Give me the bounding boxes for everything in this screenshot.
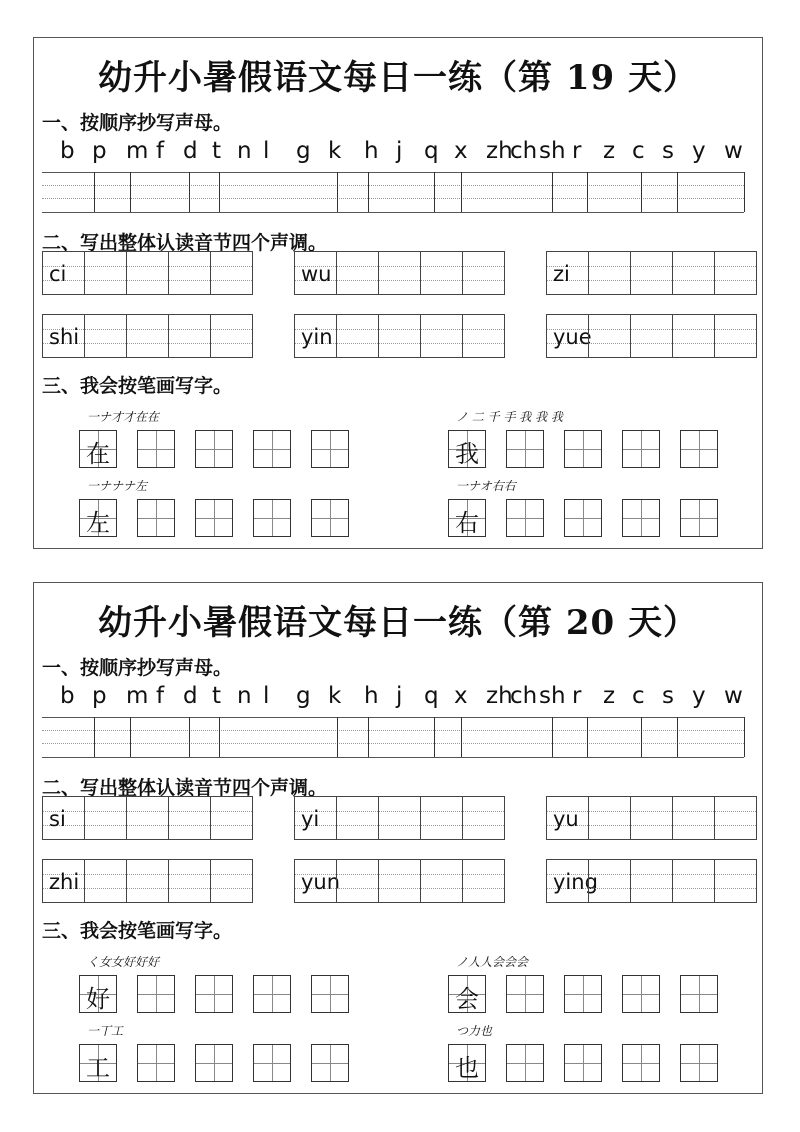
syllable-example-cell: [294, 796, 337, 840]
character-writing-box[interactable]: [195, 1044, 233, 1082]
initial-f: f: [156, 683, 165, 709]
syllable-writing-cell[interactable]: [336, 796, 379, 840]
initial-zh: zh: [486, 138, 513, 164]
syllable-writing-cell[interactable]: [210, 251, 253, 295]
syllable-label: yin: [301, 325, 333, 349]
guide-line: [42, 730, 744, 731]
divider-line: [677, 717, 678, 757]
character-writing-box[interactable]: [137, 499, 175, 537]
initial-m: m: [126, 683, 149, 709]
divider-line: [677, 172, 678, 212]
character-writing-box[interactable]: [564, 975, 602, 1013]
initial-p: p: [92, 138, 107, 164]
section-1-heading: 一、按顺序抄写声母。: [42, 112, 233, 134]
initial-h: h: [364, 138, 379, 164]
syllable-example-cell: [42, 796, 85, 840]
character-writing-box[interactable]: [564, 1044, 602, 1082]
syllable-writing-cell[interactable]: [168, 796, 211, 840]
character-model-box: [448, 975, 486, 1013]
model-character: 右: [455, 509, 479, 537]
initial-z: z: [603, 138, 616, 164]
syllable-example-cell: [294, 251, 337, 295]
divider-line: [744, 172, 745, 212]
syllable-writing-cell[interactable]: [168, 859, 211, 903]
divider-line: [368, 172, 369, 212]
character-writing-box[interactable]: [253, 975, 291, 1013]
syllable-label: yi: [301, 807, 320, 831]
divider-line: [587, 172, 588, 212]
syllable-writing-cell[interactable]: [378, 251, 421, 295]
initials-row: [54, 138, 744, 166]
divider-line: [94, 172, 95, 212]
divider-line: [461, 172, 462, 212]
syllable-writing-cell[interactable]: [672, 859, 715, 903]
guide-line: [42, 185, 744, 186]
character-model-box: [448, 1044, 486, 1082]
character-writing-box[interactable]: [195, 430, 233, 468]
divider-line: [189, 172, 190, 212]
syllable-writing-cell[interactable]: [462, 314, 505, 358]
initial-q: q: [424, 138, 439, 164]
syllable-writing-cell[interactable]: [630, 796, 673, 840]
syllable-example-cell: [546, 859, 598, 903]
character-writing-box[interactable]: [622, 1044, 660, 1082]
syllable-writing-cell[interactable]: [378, 314, 421, 358]
syllable-example-cell: [546, 796, 589, 840]
syllable-label: zi: [553, 262, 570, 286]
syllable-label: si: [49, 807, 66, 831]
character-writing-box[interactable]: [622, 975, 660, 1013]
initial-q: q: [424, 683, 439, 709]
divider-line: [337, 172, 338, 212]
initial-x: x: [454, 138, 468, 164]
initial-k: k: [328, 138, 342, 164]
initial-p: p: [92, 683, 107, 709]
section-2-heading: 二、写出整体认读音节四个声调。: [42, 232, 328, 254]
initial-c: c: [632, 138, 645, 164]
stroke-order-text: 一ナナナ左: [87, 479, 148, 493]
initial-y: y: [692, 138, 706, 164]
divider-line: [434, 172, 435, 212]
character-writing-box[interactable]: [564, 499, 602, 537]
character-writing-box[interactable]: [680, 975, 718, 1013]
guide-line: [42, 212, 744, 213]
divider-line: [368, 717, 369, 757]
character-writing-box[interactable]: [506, 499, 544, 537]
syllable-example-cell: [42, 251, 85, 295]
syllable-writing-cell[interactable]: [126, 796, 169, 840]
character-writing-box[interactable]: [680, 1044, 718, 1082]
initial-ch: ch: [510, 138, 538, 164]
character-writing-box[interactable]: [680, 430, 718, 468]
divider-line: [641, 172, 642, 212]
syllable-writing-cell[interactable]: [336, 251, 379, 295]
syllable-example-cell: [546, 314, 592, 358]
guide-line: [42, 172, 744, 173]
initials-writing-line: [42, 172, 744, 212]
syllable-writing-cell[interactable]: [84, 314, 127, 358]
character-writing-box[interactable]: [311, 1044, 349, 1082]
character-model-box: [79, 975, 117, 1013]
syllable-writing-group: [546, 314, 756, 358]
syllable-writing-cell[interactable]: [378, 859, 421, 903]
divider-line: [587, 717, 588, 757]
character-writing-box[interactable]: [680, 499, 718, 537]
syllable-writing-cell[interactable]: [714, 796, 757, 840]
syllable-writing-cell[interactable]: [588, 859, 631, 903]
syllable-writing-cell[interactable]: [210, 314, 253, 358]
character-model-box: [79, 430, 117, 468]
worksheet-day-19: [33, 37, 763, 549]
initial-g: g: [296, 138, 311, 164]
divider-line: [94, 717, 95, 757]
syllable-writing-cell[interactable]: [672, 314, 715, 358]
divider-line: [219, 172, 220, 212]
stroke-order-text: 一ナオ右右: [456, 479, 516, 493]
syllable-writing-cell[interactable]: [588, 796, 631, 840]
character-writing-box[interactable]: [137, 430, 175, 468]
syllable-writing-group: [42, 251, 252, 295]
syllable-example-cell: [42, 314, 85, 358]
initial-c: c: [632, 683, 645, 709]
initial-sh: sh: [539, 138, 566, 164]
syllable-label: ying: [553, 870, 598, 894]
character-writing-box[interactable]: [506, 975, 544, 1013]
character-writing-box[interactable]: [311, 975, 349, 1013]
character-writing-box[interactable]: [564, 430, 602, 468]
syllable-writing-cell[interactable]: [84, 251, 127, 295]
initial-m: m: [126, 138, 149, 164]
syllable-writing-cell[interactable]: [168, 314, 211, 358]
initial-l: l: [263, 138, 270, 164]
syllable-writing-group: [546, 251, 756, 295]
syllable-writing-group: [42, 859, 252, 903]
syllable-writing-cell[interactable]: [462, 251, 505, 295]
guide-line: [42, 717, 744, 718]
initial-x: x: [454, 683, 468, 709]
syllable-writing-cell[interactable]: [672, 796, 715, 840]
initial-zh: zh: [486, 683, 513, 709]
syllable-writing-group: [42, 314, 252, 358]
initial-r: r: [572, 138, 582, 164]
initials-writing-line: [42, 717, 744, 757]
character-writing-box[interactable]: [311, 430, 349, 468]
initial-d: d: [183, 138, 198, 164]
syllable-example-cell: [294, 859, 341, 903]
stroke-order-text: ノ 二 千 手 我 我 我: [456, 410, 563, 424]
syllable-writing-cell[interactable]: [630, 251, 673, 295]
model-character: 左: [86, 509, 110, 537]
section-1-heading: 一、按顺序抄写声母。: [42, 657, 233, 679]
divider-line: [744, 717, 745, 757]
character-writing-box[interactable]: [137, 975, 175, 1013]
syllable-label: shi: [49, 325, 80, 349]
model-character: 在: [86, 440, 110, 468]
syllable-writing-cell[interactable]: [84, 859, 127, 903]
syllable-writing-cell[interactable]: [714, 251, 757, 295]
character-writing-box[interactable]: [253, 1044, 291, 1082]
syllable-example-cell: [546, 251, 589, 295]
initial-j: j: [396, 683, 403, 709]
stroke-order-text: 一丅工: [87, 1024, 124, 1038]
divider-line: [434, 717, 435, 757]
syllable-example-cell: [42, 859, 85, 903]
syllable-writing-cell[interactable]: [420, 796, 463, 840]
character-writing-box[interactable]: [253, 430, 291, 468]
syllable-writing-cell[interactable]: [714, 314, 757, 358]
syllable-writing-cell[interactable]: [672, 251, 715, 295]
initial-j: j: [396, 138, 403, 164]
initial-k: k: [328, 683, 342, 709]
character-writing-box[interactable]: [506, 1044, 544, 1082]
character-model-box: [448, 499, 486, 537]
syllable-writing-cell[interactable]: [588, 251, 631, 295]
initial-y: y: [692, 683, 706, 709]
divider-line: [461, 717, 462, 757]
initial-t: t: [212, 138, 222, 164]
syllable-writing-cell[interactable]: [126, 314, 169, 358]
syllable-label: yu: [553, 807, 579, 831]
character-writing-box[interactable]: [195, 499, 233, 537]
syllable-writing-cell[interactable]: [210, 859, 253, 903]
initial-b: b: [60, 683, 75, 709]
syllable-writing-cell[interactable]: [462, 859, 505, 903]
syllable-writing-group: [294, 796, 504, 840]
syllable-writing-cell[interactable]: [462, 796, 505, 840]
syllable-label: ci: [49, 262, 67, 286]
syllable-writing-cell[interactable]: [378, 796, 421, 840]
character-writing-box[interactable]: [622, 430, 660, 468]
guide-line: [42, 198, 744, 199]
worksheet-day-20: [33, 582, 763, 1094]
initial-s: s: [662, 683, 674, 709]
initial-b: b: [60, 138, 75, 164]
model-character: 会: [455, 985, 479, 1013]
stroke-order-text: く女女好好好: [87, 955, 160, 969]
syllable-writing-group: [294, 251, 504, 295]
model-character: 也: [455, 1054, 479, 1082]
syllable-label: wu: [301, 262, 332, 286]
syllable-writing-cell[interactable]: [420, 859, 463, 903]
initial-l: l: [263, 683, 270, 709]
divider-line: [130, 717, 131, 757]
initial-r: r: [572, 683, 582, 709]
section-3-heading: 三、我会按笔画写字。: [42, 920, 233, 942]
divider-line: [552, 172, 553, 212]
model-character: 好: [86, 985, 110, 1013]
syllable-writing-cell[interactable]: [126, 859, 169, 903]
syllable-writing-cell[interactable]: [630, 859, 673, 903]
initial-w: w: [724, 683, 743, 709]
character-model-box: [448, 430, 486, 468]
initial-d: d: [183, 683, 198, 709]
initial-t: t: [212, 683, 222, 709]
initial-ch: ch: [510, 683, 538, 709]
divider-line: [337, 717, 338, 757]
divider-line: [552, 717, 553, 757]
character-writing-box[interactable]: [311, 499, 349, 537]
syllable-writing-cell[interactable]: [630, 314, 673, 358]
syllable-label: yue: [553, 325, 592, 349]
initial-z: z: [603, 683, 616, 709]
initial-g: g: [296, 683, 311, 709]
initial-n: n: [237, 683, 252, 709]
stroke-order-text: ノ人人会会会: [456, 955, 529, 969]
stroke-order-text: 一ナ才才在在: [87, 410, 160, 424]
syllable-writing-cell[interactable]: [126, 251, 169, 295]
syllable-writing-cell[interactable]: [84, 796, 127, 840]
section-2-heading: 二、写出整体认读音节四个声调。: [42, 777, 328, 799]
syllable-writing-cell[interactable]: [420, 251, 463, 295]
character-model-box: [79, 499, 117, 537]
syllable-writing-group: [546, 859, 756, 903]
character-writing-box[interactable]: [253, 499, 291, 537]
divider-line: [189, 717, 190, 757]
guide-line: [42, 757, 744, 758]
syllable-writing-cell[interactable]: [336, 314, 379, 358]
initial-n: n: [237, 138, 252, 164]
divider-line: [641, 717, 642, 757]
initial-f: f: [156, 138, 165, 164]
divider-line: [219, 717, 220, 757]
syllable-writing-group: [42, 796, 252, 840]
syllable-writing-group: [294, 859, 504, 903]
character-writing-box[interactable]: [195, 975, 233, 1013]
model-character: 我: [455, 440, 479, 468]
divider-line: [130, 172, 131, 212]
syllable-example-cell: [294, 314, 337, 358]
initial-h: h: [364, 683, 379, 709]
character-writing-box[interactable]: [506, 430, 544, 468]
worksheet-title: 幼升小暑假语文每日一练（第 19 天）: [98, 58, 698, 98]
syllable-writing-cell[interactable]: [168, 251, 211, 295]
stroke-order-text: つ力也: [456, 1024, 493, 1038]
initial-w: w: [724, 138, 743, 164]
guide-line: [42, 743, 744, 744]
character-model-box: [79, 1044, 117, 1082]
initial-sh: sh: [539, 683, 566, 709]
syllable-writing-cell[interactable]: [336, 859, 379, 903]
model-character: 工: [86, 1054, 110, 1082]
syllable-writing-cell[interactable]: [420, 314, 463, 358]
syllable-writing-cell[interactable]: [588, 314, 631, 358]
syllable-writing-cell[interactable]: [714, 859, 757, 903]
syllable-writing-cell[interactable]: [210, 796, 253, 840]
initial-s: s: [662, 138, 674, 164]
worksheet-title: 幼升小暑假语文每日一练（第 20 天）: [98, 603, 698, 643]
syllable-label: zhi: [49, 870, 80, 894]
syllable-label: yun: [301, 870, 341, 894]
section-3-heading: 三、我会按笔画写字。: [42, 375, 233, 397]
character-writing-box[interactable]: [622, 499, 660, 537]
syllable-writing-group: [546, 796, 756, 840]
syllable-writing-group: [294, 314, 504, 358]
initials-row: [54, 683, 744, 711]
character-writing-box[interactable]: [137, 1044, 175, 1082]
